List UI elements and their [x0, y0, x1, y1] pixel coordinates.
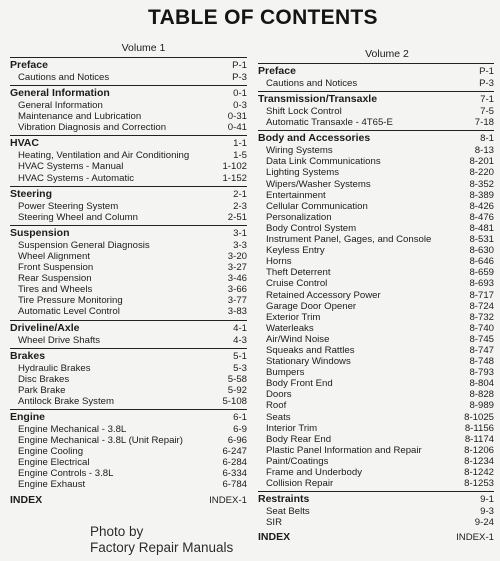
- entry-page-number: 5-108: [222, 395, 247, 407]
- entry-page-number: 8-476: [469, 211, 494, 223]
- volume-label: Volume 1: [121, 42, 166, 54]
- toc-entry[interactable]: [258, 434, 494, 445]
- volume-2-column: [258, 48, 494, 544]
- entry-page-number: 8-1242: [464, 467, 494, 478]
- toc-entry[interactable]: [10, 374, 247, 385]
- toc-entry[interactable]: [258, 367, 494, 378]
- toc-entry[interactable]: [258, 412, 494, 423]
- entry-label: Air/Wind Noise: [266, 333, 330, 345]
- entry-page-number: 8-646: [469, 256, 494, 268]
- toc-entry[interactable]: [258, 78, 494, 89]
- entry-label: Data Link Communications: [266, 156, 381, 168]
- entry-page-number: 8-1156: [464, 422, 494, 434]
- toc-entry[interactable]: [258, 278, 494, 289]
- toc-entry[interactable]: [258, 506, 494, 517]
- entry-page-number: 0-3: [233, 100, 247, 112]
- toc-entry[interactable]: [10, 435, 247, 446]
- entry-label: Automatic Transaxle - 4T65-E: [266, 117, 393, 129]
- entry-page-number: 3-27: [227, 262, 247, 274]
- toc-section: [10, 493, 247, 507]
- entry-page-number: 1-5: [233, 150, 247, 162]
- entry-label: Engine Mechanical - 3.8L: [18, 423, 127, 435]
- toc-entry[interactable]: [258, 245, 494, 256]
- entry-page-number: 8-717: [469, 289, 494, 301]
- toc-entry[interactable]: [258, 234, 494, 245]
- entry-label: Plastic Panel Information and Repair: [266, 444, 422, 456]
- toc-entry[interactable]: [10, 251, 247, 262]
- entry-label: Collision Repair: [266, 478, 334, 490]
- section-heading[interactable]: [258, 530, 494, 544]
- toc-entry[interactable]: [10, 335, 247, 346]
- entry-label: Waterleaks: [266, 322, 314, 334]
- entry-label: General Information: [18, 100, 103, 112]
- entry-label: Wipers/Washer Systems: [266, 178, 371, 190]
- entry-label: Keyless Entry: [266, 245, 325, 257]
- toc-section: [258, 491, 494, 528]
- toc-entry[interactable]: [258, 201, 494, 212]
- entry-page-number: 9-3: [480, 506, 494, 518]
- entry-page-number: 7-5: [480, 106, 494, 118]
- entry-page-number: 6-96: [227, 435, 247, 447]
- toc-entry[interactable]: [10, 273, 247, 284]
- entry-label: Engine Electrical: [18, 457, 90, 469]
- toc-section: [258, 530, 494, 544]
- entry-page-number: 8-659: [469, 267, 494, 279]
- toc-entry[interactable]: [258, 389, 494, 400]
- entry-label: Antilock Brake System: [18, 395, 114, 407]
- toc-entry[interactable]: [10, 479, 247, 490]
- section-page-number: 1-1: [233, 138, 247, 150]
- section-page-number: 0-1: [233, 88, 247, 100]
- entry-label: Interior Trim: [266, 422, 318, 434]
- entry-page-number: 8-389: [469, 189, 494, 201]
- toc-entry[interactable]: [10, 424, 247, 435]
- entry-page-number: 3-46: [227, 273, 247, 285]
- section-title: General Information: [10, 87, 110, 100]
- entry-page-number: 8-630: [469, 245, 494, 257]
- entry-page-number: P-3: [479, 78, 494, 89]
- toc-entry[interactable]: [258, 312, 494, 323]
- entry-label: Seats: [266, 411, 291, 423]
- entry-label: Engine Cooling: [18, 446, 84, 458]
- entry-label: Cruise Control: [266, 278, 328, 290]
- entry-page-number: 4-3: [233, 334, 247, 346]
- section-page-number: 5-1: [233, 350, 247, 362]
- toc-entry[interactable]: [258, 156, 494, 167]
- entry-page-number: 8-201: [469, 156, 494, 168]
- entry-page-number: 6-284: [222, 457, 247, 469]
- section-heading[interactable]: [10, 409, 247, 424]
- entry-label: Body Front End: [266, 378, 333, 390]
- toc-entry[interactable]: [258, 106, 494, 117]
- entry-label: Steering Wheel and Column: [18, 211, 138, 223]
- entry-label: Tires and Wheels: [18, 284, 93, 296]
- section-page-number: 4-1: [233, 322, 247, 334]
- entry-label: Cellular Communication: [266, 200, 368, 212]
- entry-page-number: 2-3: [233, 200, 247, 212]
- section-heading[interactable]: [10, 225, 247, 240]
- entry-page-number: 5-92: [227, 384, 247, 396]
- section-heading[interactable]: [258, 91, 494, 106]
- entry-label: Wiring Systems: [266, 145, 333, 157]
- toc-entry[interactable]: [10, 72, 247, 83]
- section-heading[interactable]: [10, 85, 247, 100]
- toc-entry[interactable]: [10, 306, 247, 317]
- toc-entry[interactable]: [10, 212, 247, 223]
- section-heading[interactable]: [10, 186, 247, 201]
- entry-label: Exterior Trim: [266, 311, 321, 323]
- entry-page-number: 0-31: [227, 111, 247, 123]
- entry-label: Body Rear End: [266, 433, 332, 445]
- section-title: Suspension: [10, 226, 70, 239]
- toc-entry[interactable]: [258, 456, 494, 467]
- toc-entry[interactable]: [258, 478, 494, 489]
- toc-section: [10, 320, 247, 346]
- toc-section: [10, 57, 247, 83]
- entry-page-number: 7-18: [474, 117, 494, 129]
- toc-entry[interactable]: [10, 262, 247, 273]
- toc-entry[interactable]: [258, 117, 494, 128]
- entry-label: Hydraulic Brakes: [18, 362, 91, 374]
- entry-label: Rear Suspension: [18, 273, 92, 285]
- entry-label: Retained Accessory Power: [266, 289, 381, 301]
- toc-section: [10, 186, 247, 223]
- entry-page-number: 8-748: [469, 356, 494, 368]
- toc-entry[interactable]: [10, 100, 247, 111]
- watermark-line-2: Factory Repair Manuals: [90, 540, 234, 555]
- toc-entry[interactable]: [10, 396, 247, 407]
- entry-label: Front Suspension: [18, 262, 94, 274]
- entry-label: Squeaks and Rattles: [266, 344, 355, 356]
- toc-entry[interactable]: [258, 400, 494, 411]
- toc-entry[interactable]: [10, 150, 247, 161]
- photo-watermark: [90, 524, 233, 556]
- entry-page-number: 8-426: [469, 200, 494, 212]
- toc-entry[interactable]: [258, 467, 494, 478]
- entry-page-number: 8-1253: [464, 478, 494, 490]
- watermark-line-1: Photo by: [90, 524, 144, 539]
- entry-page-number: 6-247: [222, 446, 247, 458]
- entry-page-number: 3-20: [227, 250, 247, 262]
- entry-label: Automatic Level Control: [18, 306, 120, 318]
- entry-label: Frame and Underbody: [266, 467, 362, 478]
- entry-label: Bumpers: [266, 367, 305, 379]
- toc-entry[interactable]: [258, 167, 494, 178]
- toc-entry[interactable]: [258, 323, 494, 334]
- toc-entry[interactable]: [258, 356, 494, 367]
- entry-page-number: P-3: [232, 72, 247, 83]
- entry-label: Shift Lock Control: [266, 106, 342, 118]
- toc-entry[interactable]: [10, 363, 247, 374]
- section-heading[interactable]: [258, 491, 494, 506]
- entry-page-number: 8-989: [469, 400, 494, 412]
- entry-page-number: 8-693: [469, 278, 494, 290]
- entry-label: Doors: [266, 389, 292, 401]
- entry-page-number: 9-24: [474, 517, 494, 529]
- entry-label: Disc Brakes: [18, 373, 70, 385]
- entry-label: Vibration Diagnosis and Correction: [18, 122, 167, 134]
- entry-label: Instrument Panel, Gages, and Console: [266, 234, 432, 246]
- entry-label: Engine Controls - 3.8L: [18, 468, 114, 480]
- toc-entry[interactable]: [10, 173, 247, 184]
- entry-label: Theft Deterrent: [266, 267, 331, 279]
- toc-entry[interactable]: [258, 212, 494, 223]
- entry-label: Paint/Coatings: [266, 455, 329, 467]
- section-page-number: 3-1: [233, 227, 247, 239]
- entry-page-number: 2-51: [227, 211, 247, 223]
- toc-entry[interactable]: [10, 457, 247, 468]
- toc-entry[interactable]: [10, 161, 247, 172]
- entry-page-number: 5-3: [233, 362, 247, 374]
- section-page-number: 7-1: [480, 94, 494, 106]
- toc-entry[interactable]: [10, 446, 247, 457]
- section-title: Body and Accessories: [258, 132, 371, 145]
- entry-page-number: 3-3: [233, 239, 247, 251]
- entry-page-number: 8-13: [474, 145, 494, 157]
- section-heading[interactable]: [10, 57, 247, 72]
- toc-entry[interactable]: [258, 267, 494, 278]
- section-heading[interactable]: [258, 63, 494, 78]
- entry-page-number: 3-66: [227, 284, 247, 296]
- entry-label: Wheel Drive Shafts: [18, 334, 101, 346]
- entry-page-number: 8-828: [469, 389, 494, 401]
- section-page-number: 2-1: [233, 188, 247, 200]
- toc-entry[interactable]: [10, 295, 247, 306]
- entry-page-number: 6-334: [222, 468, 247, 480]
- entry-page-number: 8-1174: [464, 433, 494, 445]
- entry-label: Wheel Alignment: [18, 250, 90, 262]
- toc-entry[interactable]: [258, 256, 494, 267]
- toc-entry[interactable]: [258, 301, 494, 312]
- toc-entry[interactable]: [258, 345, 494, 356]
- entry-label: Lighting Systems: [266, 167, 340, 179]
- section-heading[interactable]: [258, 130, 494, 145]
- entry-label: SIR: [266, 517, 282, 529]
- toc-section: [10, 135, 247, 183]
- toc-entry[interactable]: [258, 378, 494, 389]
- toc-entry[interactable]: [258, 423, 494, 434]
- section-heading[interactable]: [10, 348, 247, 363]
- section-heading[interactable]: [10, 493, 247, 507]
- volume-1-column: [10, 42, 247, 507]
- toc-section: [258, 91, 494, 128]
- entry-page-number: 1-152: [222, 172, 247, 184]
- section-title: Engine: [10, 410, 46, 423]
- toc-section: [258, 63, 494, 89]
- entry-label: Tire Pressure Monitoring: [18, 295, 123, 307]
- entry-label: Cautions and Notices: [266, 78, 358, 89]
- section-title: Restraints: [258, 493, 310, 506]
- toc-entry[interactable]: [258, 445, 494, 456]
- entry-label: Suspension General Diagnosis: [18, 239, 150, 251]
- section-title: Driveline/Axle: [10, 321, 80, 334]
- entry-label: Stationary Windows: [266, 356, 351, 368]
- entry-page-number: 0-41: [227, 122, 247, 134]
- entry-page-number: 8-732: [469, 311, 494, 323]
- toc-section: [10, 225, 247, 318]
- section-title: HVAC: [10, 137, 39, 150]
- entry-page-number: 8-1025: [464, 411, 494, 423]
- entry-page-number: 8-747: [469, 344, 494, 356]
- entry-label: Power Steering System: [18, 200, 119, 212]
- section-title: Preface: [258, 65, 296, 77]
- entry-label: Maintenance and Lubrication: [18, 111, 142, 123]
- toc-section: [10, 409, 247, 491]
- toc-entry[interactable]: [258, 223, 494, 234]
- section-page-number: 9-1: [480, 494, 494, 506]
- toc-entry[interactable]: [258, 517, 494, 528]
- entry-page-number: 8-481: [469, 222, 494, 234]
- entry-page-number: 8-352: [469, 178, 494, 190]
- toc-entry[interactable]: [10, 122, 247, 133]
- section-page-number: INDEX-1: [209, 494, 247, 506]
- section-page-number: 6-1: [233, 411, 247, 423]
- entry-label: Engine Exhaust: [18, 479, 86, 491]
- entry-label: Roof: [266, 400, 287, 412]
- toc-entry[interactable]: [10, 201, 247, 212]
- toc-entry[interactable]: [10, 468, 247, 479]
- entry-page-number: 5-58: [227, 373, 247, 385]
- section-title: Steering: [10, 187, 53, 200]
- entry-label: Horns: [266, 256, 292, 268]
- page-title: TABLE OF CONTENTS: [148, 6, 378, 29]
- entry-page-number: 3-83: [227, 306, 247, 318]
- toc-entry[interactable]: [258, 290, 494, 301]
- volume-label: Volume 2: [365, 48, 409, 60]
- toc-entry[interactable]: [10, 240, 247, 251]
- entry-label: Engine Mechanical - 3.8L (Unit Repair): [18, 435, 183, 447]
- entry-label: Personalization: [266, 211, 332, 223]
- entry-page-number: 8-724: [469, 300, 494, 312]
- entry-label: Park Brake: [18, 384, 66, 396]
- toc-entry[interactable]: [10, 111, 247, 122]
- section-title: INDEX: [10, 493, 43, 506]
- section-page-number: 8-1: [480, 133, 494, 145]
- entry-page-number: 8-804: [469, 378, 494, 390]
- entry-page-number: 8-1234: [464, 455, 494, 467]
- entry-page-number: 6-9: [233, 423, 247, 435]
- toc-entry[interactable]: [258, 334, 494, 345]
- entry-page-number: 3-77: [227, 295, 247, 307]
- entry-page-number: 8-531: [469, 234, 494, 246]
- entry-page-number: 8-745: [469, 333, 494, 345]
- entry-page-number: 8-793: [469, 367, 494, 379]
- entry-page-number: 8-220: [469, 167, 494, 179]
- section-heading[interactable]: [10, 135, 247, 150]
- entry-label: Seat Belts: [266, 506, 310, 518]
- section-title: Transmission/Transaxle: [258, 93, 378, 106]
- entry-page-number: 8-740: [469, 322, 494, 334]
- section-heading[interactable]: [10, 320, 247, 335]
- toc-entry[interactable]: [258, 145, 494, 156]
- entry-page-number: 8-1206: [464, 444, 494, 456]
- toc-section: [10, 85, 247, 133]
- entry-label: Cautions and Notices: [18, 72, 110, 83]
- toc-entry[interactable]: [258, 179, 494, 190]
- toc-entry[interactable]: [10, 284, 247, 295]
- section-title: INDEX: [258, 531, 291, 544]
- toc-entry[interactable]: [10, 385, 247, 396]
- section-title: Brakes: [10, 349, 46, 362]
- entry-label: HVAC Systems - Automatic: [18, 172, 135, 184]
- toc-entry[interactable]: [258, 190, 494, 201]
- toc-section: [10, 348, 247, 407]
- entry-page-number: 6-784: [222, 479, 247, 491]
- entry-page-number: 1-102: [222, 161, 247, 173]
- entry-label: Heating, Ventilation and Air Conditioning: [18, 150, 190, 162]
- section-page-number: P-1: [479, 66, 494, 77]
- section-page-number: INDEX-1: [456, 532, 494, 544]
- entry-label: Entertainment: [266, 189, 326, 201]
- entry-label: Body Control System: [266, 222, 357, 234]
- section-page-number: P-1: [232, 60, 247, 71]
- entry-label: HVAC Systems - Manual: [18, 161, 124, 173]
- entry-label: Garage Door Opener: [266, 300, 357, 312]
- toc-section: [258, 130, 494, 489]
- section-title: Preface: [10, 59, 48, 71]
